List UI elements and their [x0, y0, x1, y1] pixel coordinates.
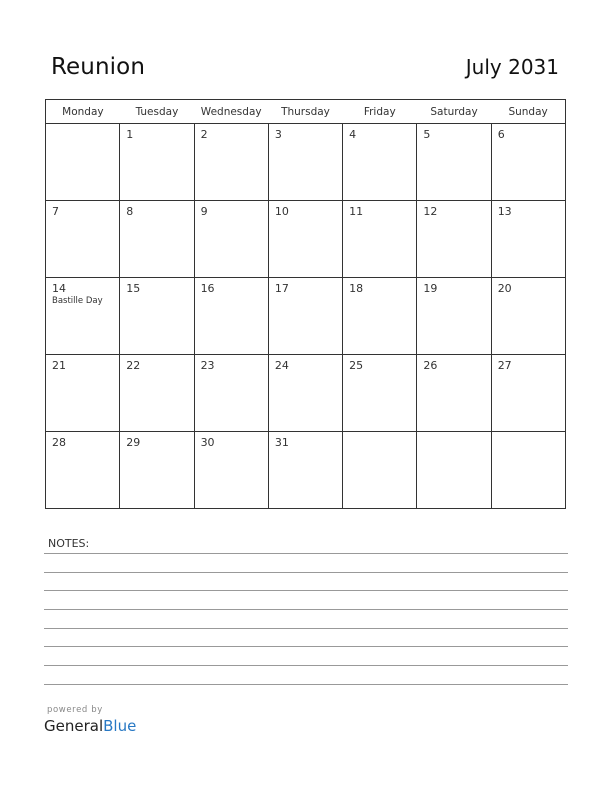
day-number: 15	[126, 282, 141, 295]
day-cell	[417, 278, 491, 355]
note-line	[44, 684, 568, 685]
day-cell	[268, 355, 342, 432]
day-cell	[194, 124, 268, 201]
day-cell	[417, 124, 491, 201]
holiday-label: Bastille Day	[52, 296, 103, 306]
day-cell	[343, 355, 417, 432]
note-line	[44, 628, 568, 629]
day-number: 22	[126, 359, 141, 372]
day-cell	[194, 278, 268, 355]
weekday-header: Tuesday	[120, 100, 194, 124]
day-number: 14	[52, 282, 66, 295]
note-line	[44, 590, 568, 591]
day-number: 9	[200, 205, 208, 218]
week-row	[46, 278, 566, 355]
day-number: 16	[200, 282, 215, 295]
day-number: 7	[52, 205, 59, 218]
day-cell	[120, 124, 194, 201]
day-number: 12	[423, 205, 438, 218]
day-number: 20	[497, 282, 512, 295]
day-number: 10	[274, 205, 289, 218]
day-number: 28	[52, 436, 66, 449]
day-number: 4	[349, 128, 357, 141]
day-cell	[268, 124, 342, 201]
day-cell	[491, 278, 565, 355]
day-cell	[343, 124, 417, 201]
day-cell	[491, 355, 565, 432]
day-number: 23	[200, 359, 215, 372]
day-cell	[194, 201, 268, 278]
calendar-country-title: Reunion	[51, 54, 145, 80]
day-number: 17	[274, 282, 289, 295]
day-cell	[417, 201, 491, 278]
day-number: 24	[274, 359, 289, 372]
day-number: 5	[423, 128, 431, 141]
note-line	[44, 553, 568, 554]
week-row	[46, 201, 566, 278]
day-number: 2	[200, 128, 208, 141]
brand-part-blue: Blue	[103, 717, 137, 735]
weekday-header: Thursday	[268, 100, 342, 124]
day-number: 13	[497, 205, 512, 218]
week-row	[46, 124, 566, 201]
note-line	[44, 572, 568, 573]
day-cell	[417, 432, 491, 509]
day-cell	[491, 201, 565, 278]
day-number: 31	[274, 436, 289, 449]
brand-part-general: General	[44, 717, 104, 735]
day-cell	[120, 432, 194, 509]
day-cell	[417, 355, 491, 432]
day-cell	[194, 432, 268, 509]
week-row	[46, 355, 566, 432]
day-cell	[46, 278, 120, 355]
day-cell	[268, 278, 342, 355]
day-number: 18	[349, 282, 364, 295]
day-cell	[194, 355, 268, 432]
day-number: 11	[349, 205, 364, 218]
day-cell	[120, 201, 194, 278]
day-number: 8	[126, 205, 134, 218]
day-number: 3	[274, 128, 282, 141]
note-line	[44, 646, 568, 647]
powered-by-text: powered by	[47, 705, 103, 715]
day-cell	[343, 278, 417, 355]
day-cell	[46, 124, 120, 201]
day-cell	[46, 355, 120, 432]
day-cell	[491, 124, 565, 201]
day-cell	[268, 201, 342, 278]
note-line	[44, 609, 568, 610]
weekday-header: Friday	[343, 100, 417, 124]
day-number: 30	[200, 436, 215, 449]
day-number: 27	[497, 359, 512, 372]
day-cell	[120, 278, 194, 355]
calendar-grid	[45, 99, 566, 509]
weekday-header: Saturday	[417, 100, 491, 124]
day-number: 25	[349, 359, 364, 372]
note-line	[44, 665, 568, 666]
day-cell	[46, 201, 120, 278]
notes-label: NOTES:	[48, 537, 90, 550]
day-cell	[46, 432, 120, 509]
weekday-header: Sunday	[491, 100, 565, 124]
day-number: 19	[423, 282, 438, 295]
day-cell	[491, 432, 565, 509]
weekday-header: Monday	[46, 100, 120, 124]
weekday-header: Wednesday	[194, 100, 268, 124]
day-number: 26	[423, 359, 438, 372]
weekday-header-row	[46, 100, 566, 124]
day-cell	[268, 432, 342, 509]
day-cell	[343, 201, 417, 278]
day-cell	[343, 432, 417, 509]
day-number: 1	[126, 128, 134, 141]
generalblue-logo[interactable]	[44, 717, 136, 735]
day-number: 6	[497, 128, 505, 141]
day-number: 29	[126, 436, 141, 449]
week-row	[46, 432, 566, 509]
calendar-month-title: July 2031	[465, 55, 559, 79]
day-number: 21	[52, 359, 66, 372]
day-cell	[120, 355, 194, 432]
